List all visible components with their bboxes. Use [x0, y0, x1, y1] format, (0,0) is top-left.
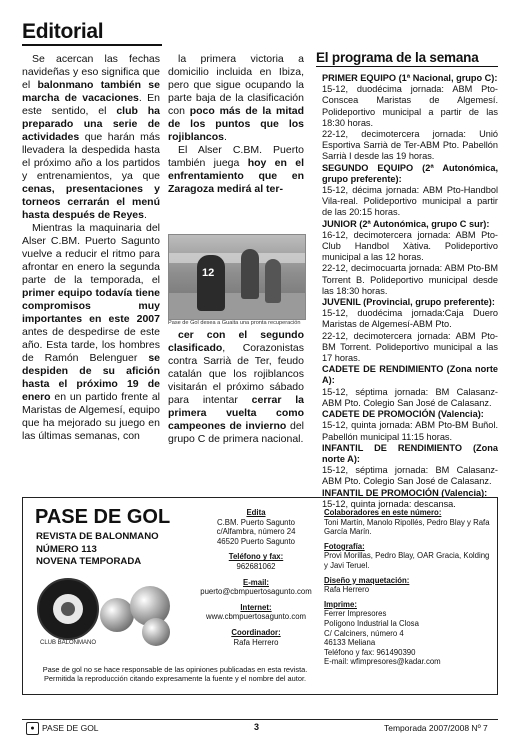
fotografia-value: Provi Morillas, Pedro Blay, OAR Gracia, Kolding y Javi Teruel. [324, 551, 490, 570]
coordinador-heading: Coordinador: [231, 627, 281, 637]
photo-caption: Pase de Gol desea a Guaita una pronta recuperación [168, 320, 301, 326]
edita-line: C.BM. Puerto Sagunto [216, 517, 295, 527]
masthead-subtitle [36, 531, 159, 569]
coordinador-group [196, 628, 316, 647]
photo-banner [169, 253, 305, 263]
masthead-credits [324, 508, 494, 672]
telefono-group [196, 552, 316, 571]
diseno-heading: Diseño y maquetación: [324, 575, 410, 585]
programa-category: JUNIOR (2ª Autonómica, grupo C sur): [322, 218, 490, 229]
programa-underline [316, 66, 498, 67]
programa-title: El programa de la semana [316, 50, 479, 65]
programa-match: 16-12, decimotercera jornada: ABM Pto-Club Handbol Xàtiva. Polideportivo municipal a las 12 horas. [322, 229, 498, 263]
website-link[interactable]: www.cbmpuertosagunto.com [205, 612, 307, 622]
programa-category: PRIMER EQUIPO (1ª Nacional, grupo C): [322, 73, 498, 83]
photo-player [265, 259, 281, 303]
programa-match: 15-12, quinta jornada: descansa. [322, 498, 456, 509]
programa-match: 15-12, décima jornada: ABM Pto-Handbol Vila-real. Polideportivo municipal a partir de las 20:15 horas. [322, 185, 498, 218]
handball-photo [168, 234, 306, 320]
disclaimer: Pase de gol no se hace responsable de las opiniones publicadas en esta revista. Permitida la reproducción citando expresamente la fuente y el nombre del autor. [42, 665, 308, 684]
imprime-heading: Imprime: [324, 599, 357, 609]
email-group [196, 578, 316, 597]
handball-balls-graphic [100, 586, 180, 646]
editorial-paragraph: Se acercan las fechas navideñas y eso significa que el balonmano también se marcha de vacaciones. En este sentido, el club ha preparado una serie de actividades que harán más llevadera la despedida hasta el próximo año a los partidos y entrenamientos, ya que cenas, presentaciones y torneos cerrarán el menú hasta después de Reyes. [22, 53, 160, 221]
edita-line: c/Alfambra, número 24 [216, 527, 296, 537]
masthead-title: PASE DE GOL [35, 506, 171, 528]
imprime-line: 46133 Meliana [324, 638, 376, 648]
imprime-line: Polígono Industrial la Closa [324, 618, 419, 628]
editorial-title: Editorial [22, 20, 104, 43]
programa-match: 15-12, séptima jornada: BM Calasanz-ABM Pto. Colegio San José de Calasanz. [322, 386, 498, 408]
edita-group [196, 508, 316, 546]
editorial-paragraph: Mientras la maquinaria del Alser C.BM. Puerto Sagunto vuelve a reducir el ritmo para afrontar en enero la segunda parte de la temporada, el primer equipo todavía tiene compromisos muy importantes en este 2007 antes de despedirse de este año. Esta tarde, los hombres de Ramón Belenguer se despiden de su afición hasta el próximo 19 de enero en un partido frente al Maristas de Algemesí, equipo que ha mejorado su juego en las últimas semanas, con [22, 222, 160, 442]
masthead-contact [196, 508, 316, 653]
fotografia-heading: Fotografía: [324, 541, 365, 551]
coordinador-value: Rafa Herrero [233, 637, 279, 647]
page-number: 3 [254, 722, 260, 732]
footer-rule [22, 719, 498, 720]
diseno-value: Rafa Herrero [324, 585, 370, 595]
editorial-column-2-continued [168, 329, 304, 446]
programa-match: 15-12, duodécima jornada:Caja Duero Maristas de Algemesí-ABM Pto. [322, 308, 498, 330]
programa-category: CADETE DE RENDIMIENTO (Zona norte A): [322, 364, 498, 386]
footer-logo-icon: ● [26, 722, 39, 735]
programa-category: CADETE DE PROMOCIÓN (Valencia): [322, 409, 484, 420]
colaboradores-group [324, 508, 494, 537]
editorial-paragraph: El Alser C.BM. Puerto también juega hoy en el enfrentamiento que en Zaragoza medirá al ter- [168, 144, 304, 195]
programa-category: INFANTIL DE RENDIMIENTO (Zona norte A): [322, 442, 498, 464]
email-link[interactable]: puerto@cbmpuertosagunto.com [200, 587, 312, 597]
footer-season: Temporada 2007/2008 Nº 7 [384, 723, 488, 733]
imprime-line: Teléfono y fax: 961490390 [324, 647, 416, 657]
ball-icon [142, 618, 170, 646]
photo-player [241, 249, 259, 299]
programa-match: 15-12, séptima jornada: BM Calasanz-ABM Pto. Colegio San José de Calasanz. [322, 465, 498, 487]
programa-match: 22-12, decimocuarta jornada: ABM Pto-BM Torrent B. Polideportivo municipal desde las 18:30 horas. [322, 263, 498, 296]
footer-magazine-name: PASE DE GOL [42, 723, 99, 733]
editorial-column-2 [168, 53, 304, 196]
imprime-line: E-mail: wfimpresores@kadar.com [324, 657, 441, 667]
programa-category: JUVENIL (Provincial, grupo preferente): [322, 297, 495, 308]
editorial-column-1 [22, 53, 160, 443]
subtitle-line: REVISTA DE BALONMANO [36, 531, 159, 542]
editorial-paragraph: cer con el segundo clasificado, Corazonistas contra Sarrià de Ter, feudo catalán que los rojiblancos visitarán el próximo sábado para intentar cerrar la primera vuelta como campeones de invierno del grupo C de primera nacional. [168, 329, 304, 445]
title-underline [22, 44, 162, 46]
imprime-line: Ferrer Impresores [324, 609, 387, 619]
editorial-paragraph: la primera victoria a domicilio incluida en Ibiza, pero que sigue ocupando la parte baja de la clasificación con poco más de la mitad de los puntos que los rojiblancos. [168, 53, 304, 143]
colaboradores-heading: Colaboradores en este número: [324, 508, 442, 517]
subtitle-line: NOVENA TEMPORADA [36, 556, 142, 567]
internet-group [196, 603, 316, 622]
jersey-number: 12 [202, 267, 215, 279]
club-logo [37, 578, 99, 640]
fotografia-group [324, 542, 494, 571]
edita-heading: Edita [246, 508, 266, 517]
logo-ball-icon [61, 602, 75, 616]
email-heading: E-mail: [243, 577, 269, 587]
programa-category: SEGUNDO EQUIPO (2ª Autonómica, grupo preferente): [322, 162, 498, 184]
programa-list [322, 73, 498, 510]
edita-line: 46520 Puerto Sagunto [216, 536, 296, 546]
programa-match: 22-12, decimotercera jornada: Unió Esportiva Sarrià de Ter-ABM Pto. Pabellón Sarrià I desde las 19 horas. [322, 129, 498, 162]
photo-goalkeeper [197, 255, 225, 311]
imprime-line: C/ Calciners, número 4 [324, 628, 404, 638]
ball-icon [100, 598, 134, 632]
imprime-group [324, 600, 494, 667]
programa-match: 15-12, duodécima jornada: ABM Pto-Conscea Maristas de Algemesí. Polideportivo municipal a partir de las 18:30 horas. [322, 84, 498, 128]
programa-match: 15-12, quinta jornada: ABM Pto-BM Buñol. Pabellón municipal 11:15 horas. [322, 420, 498, 442]
internet-heading: Internet: [240, 602, 272, 612]
programa-match: 22-12, decimotercera jornada: ABM Pto-BM Torrent. Polideportivo municipal a las 17 horas. [322, 330, 498, 364]
photo-court [169, 293, 305, 319]
diseno-group [324, 576, 494, 595]
telefono-heading: Teléfono y fax: [228, 552, 284, 562]
logo-text: CLUB BALONMANO [39, 640, 96, 646]
programa-category: INFANTIL DE PROMOCIÓN (Valencia): [322, 487, 488, 498]
colaboradores-value: Toni Martín, Manolo Ripollés, Pedro Blay y Rafa García Marín. [324, 517, 490, 537]
subtitle-line: NÚMERO 113 [36, 543, 97, 555]
telefono-value: 962681062 [236, 561, 276, 571]
